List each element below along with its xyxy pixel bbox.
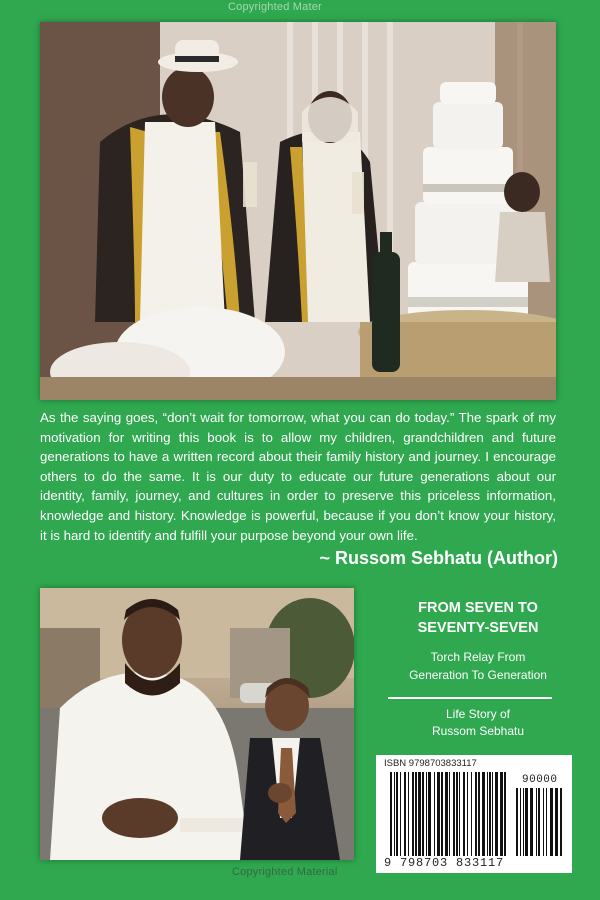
title-divider [388,697,552,699]
book-title-line-1: FROM SEVEN TO [418,600,538,616]
price-barcode-bars [516,788,564,856]
isbn-label: ISBN 9798703833117 [384,758,477,769]
book-subtitle-line-2: Generation To Generation [409,668,547,682]
life-story-line-1: Life Story of [445,707,511,721]
price-code: 90000 [522,774,558,786]
book-subtitle [378,648,578,684]
wedding-cake-photo [40,22,556,400]
life-story-line-2: Russom Sebhatu [431,724,525,738]
grandfather-and-grandson-photo [40,588,354,860]
isbn-barcode [376,755,572,873]
book-title [378,598,578,638]
quote-text: As the saying goes, “don’t wait for tomorrow, what you can do today.” The spark of my motivation for writing this book is to allow my children, grandchildren and future generations to have a written record about their family history and journey. I encourage others to do the same. It is our duty to educate our future generations about our identity, family, journey, and cultures in order to preserve this priceless information, knowledge and history. Knowledge is powerful, because if you don’t know your history, it is hard to identify and fulfill your purpose beyond your own life. [40,410,556,543]
copyright-watermark-top: Copyrighted Mater [228,1,322,13]
copyright-watermark-bottom: Copyrighted Material [232,866,338,878]
author-signature: ~ Russom Sebhatu (Author) [319,548,558,568]
book-title-line-2: SEVENTY-SEVEN [417,620,539,636]
author-quote [40,408,556,545]
life-story-label [378,706,578,740]
isbn-number: 9 798703 833117 [384,856,505,870]
book-subtitle-line-1: Torch Relay From [430,650,526,664]
barcode-bars [390,772,510,856]
